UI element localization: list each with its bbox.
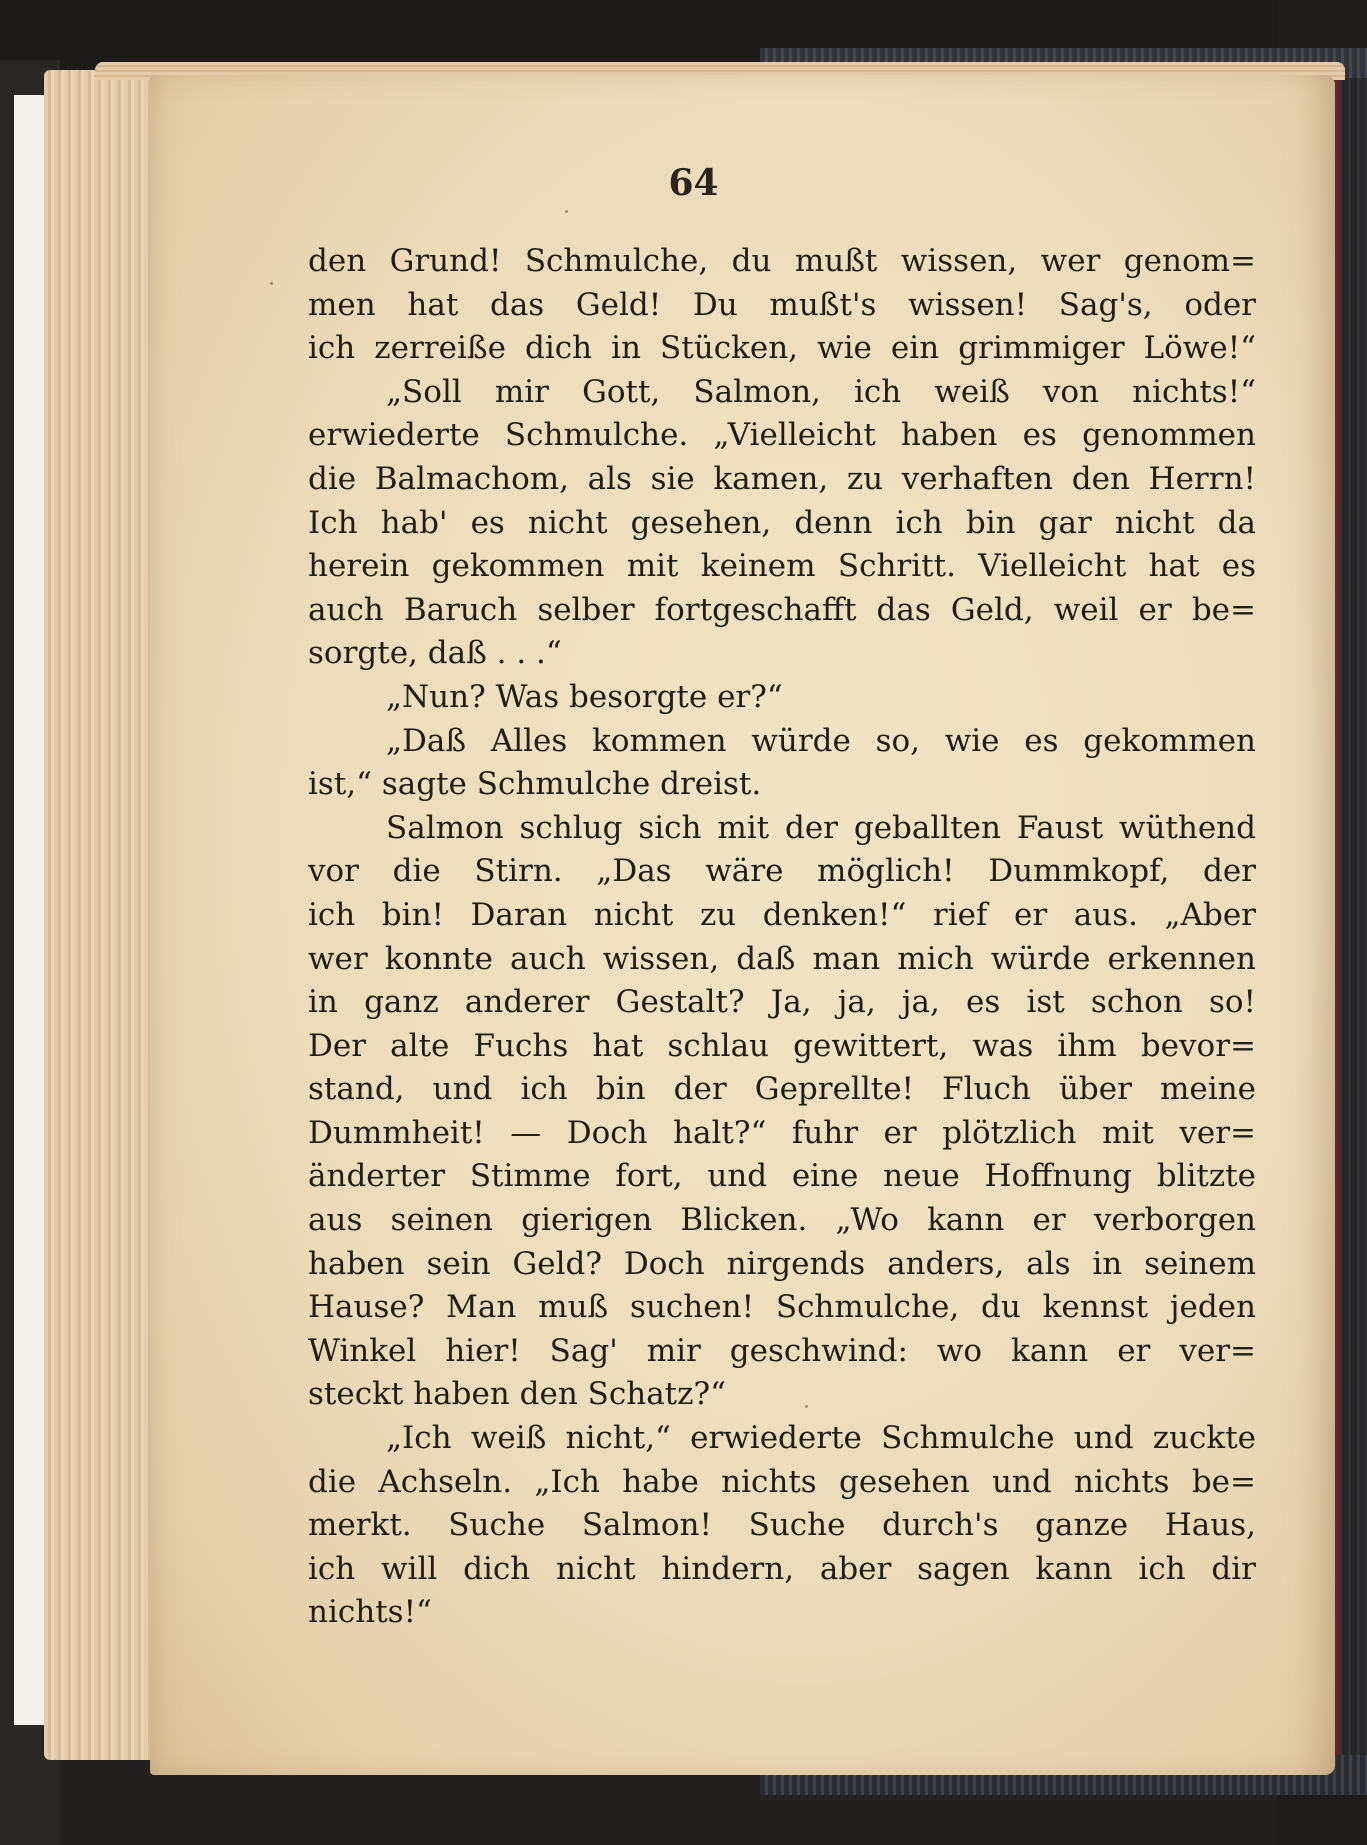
text-line: auch Baruch selber fortgeschafft das Geld, weil er be=: [308, 591, 1256, 628]
text-line: men hat das Geld! Du mußt's wissen! Sag's, oder: [308, 286, 1256, 323]
text-line: vor die Stirn. „Das wäre möglich! Dummkopf, der: [308, 853, 1256, 890]
body-text: [308, 240, 1256, 1635]
text-line: Ich hab' es nicht gesehen, denn ich bin gar nicht da: [308, 504, 1256, 541]
text-line: Dummheit! — Doch halt?“ fuhr er plötzlich mit ver=: [308, 1114, 1256, 1151]
text-line: die Balmachom, als sie kamen, zu verhaften den Herrn!: [308, 460, 1256, 497]
text-line: „Daß Alles kommen würde so, wie es gekommen: [386, 722, 1256, 759]
text-line: den Grund! Schmulche, du mußt wissen, wer genom=: [308, 243, 1256, 279]
text-line: ist,“ sagte Schmulche dreist.: [308, 766, 762, 803]
paper-speck: [270, 282, 273, 285]
text-line: „Soll mir Gott, Salmon, ich weiß von nichts!“: [386, 373, 1256, 410]
text-line: haben sein Geld? Doch nirgends anders, als in seinem: [308, 1245, 1256, 1282]
text-line: ich bin! Daran nicht zu denken!“ rief er aus. „Aber: [308, 896, 1256, 933]
text-line: Salmon schlug sich mit der geballten Faust wüthend: [386, 809, 1256, 846]
text-line: wer konnte auch wissen, daß man mich würde erkennen: [308, 940, 1256, 977]
text-line: änderter Stimme fort, und eine neue Hoffnung blitzte: [308, 1158, 1256, 1195]
text-line: stand, und ich bin der Geprellte! Fluch über meine: [308, 1071, 1256, 1108]
text-line: erwiederte Schmulche. „Vielleicht haben es genommen: [308, 417, 1256, 454]
text-line: sorgte, daß . . .“: [308, 635, 562, 672]
text-line: steckt haben den Schatz?“: [308, 1376, 726, 1413]
text-line: aus seinen gierigen Blicken. „Wo kann er verborgen: [308, 1202, 1256, 1239]
text-line: Hause? Man muß suchen! Schmulche, du kennst jeden: [308, 1289, 1256, 1326]
text-line: merkt. Suche Salmon! Suche durch's ganze Haus,: [308, 1507, 1256, 1544]
text-line: Der alte Fuchs hat schlau gewittert, was ihm bevor=: [308, 1027, 1256, 1064]
text-line: nichts!“: [308, 1594, 432, 1631]
text-line: ich will dich nicht hindern, aber sagen kann ich dir: [308, 1550, 1256, 1587]
text-line: „Ich weiß nicht,“ erwiederte Schmulche und zuckte: [386, 1420, 1256, 1457]
text-line: herein gekommen mit keinem Schritt. Vielleicht hat es: [308, 548, 1256, 585]
text-line: die Achseln. „Ich habe nichts gesehen und nichts be=: [308, 1463, 1256, 1500]
page-number: 64: [668, 162, 719, 204]
paper-speck: [565, 210, 568, 213]
text-line: „Nun? Was besorgte er?“: [386, 678, 783, 715]
text-line: Winkel hier! Sag' mir geschwind: wo kann er ver=: [308, 1332, 1256, 1369]
text-line: in ganz anderer Gestalt? Ja, ja, ja, es ist schon so!: [308, 984, 1256, 1021]
text-line: ich zerreiße dich in Stücken, wie ein grimmiger Löwe!“: [308, 330, 1256, 367]
